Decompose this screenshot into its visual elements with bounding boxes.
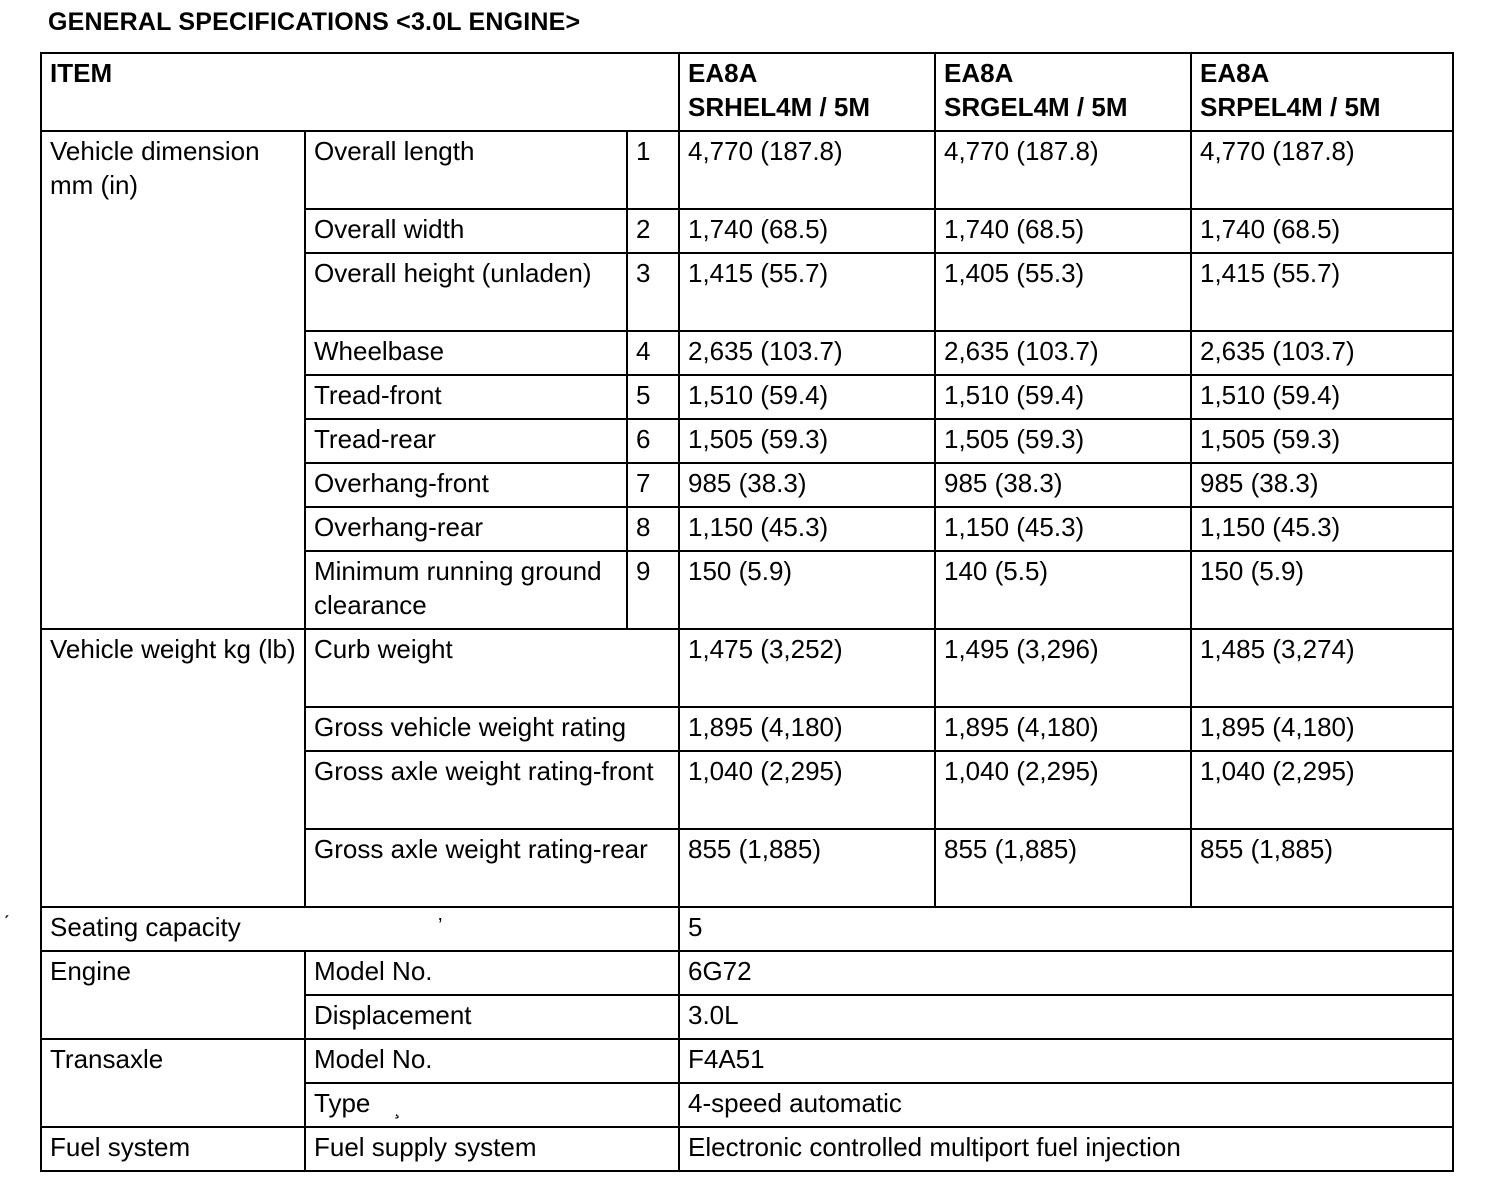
spec-value: 1,415 (55.7) — [679, 253, 935, 331]
scan-mark: ’ — [438, 915, 443, 937]
spec-name: Overall height (unladen) — [305, 253, 627, 331]
spec-value: 1,895 (4,180) — [679, 707, 935, 751]
spec-value: 1,040 (2,295) — [935, 751, 1191, 829]
table-row — [41, 951, 1453, 995]
spec-value: 855 (1,885) — [1191, 829, 1453, 907]
table-row — [41, 907, 1453, 951]
transaxle-model-label: Model No. — [305, 1039, 679, 1083]
table-row — [41, 1127, 1453, 1171]
spec-number: 3 — [627, 253, 679, 331]
model-2-line2: SRGEL4M / 5M — [944, 92, 1128, 122]
spec-value: 1,040 (2,295) — [1191, 751, 1453, 829]
spec-value: 150 (5.9) — [1191, 551, 1453, 629]
spec-value: 1,415 (55.7) — [1191, 253, 1453, 331]
spec-value: 2,635 (103.7) — [679, 331, 935, 375]
fuel-supply-label: Fuel supply system — [305, 1127, 679, 1171]
spec-name: Gross axle weight rating-front — [305, 751, 679, 829]
scan-mark: ˏ — [3, 897, 10, 919]
seating-value: 5 — [679, 907, 1453, 951]
model-1-line2: SRHEL4M / 5M — [688, 92, 871, 122]
table-row — [41, 131, 1453, 209]
fuel-supply-value: Electronic controlled multiport fuel injection — [679, 1127, 1453, 1171]
spec-value: 1,895 (4,180) — [1191, 707, 1453, 751]
transaxle-type-label: Type — [305, 1083, 679, 1127]
spec-value: 1,150 (45.3) — [679, 507, 935, 551]
spec-value: 1,150 (45.3) — [1191, 507, 1453, 551]
spec-value: 1,740 (68.5) — [679, 209, 935, 253]
spec-number: 2 — [627, 209, 679, 253]
spec-name: Gross vehicle weight rating — [305, 707, 679, 751]
spec-value: 1,740 (68.5) — [935, 209, 1191, 253]
engine-model-value: 6G72 — [679, 951, 1453, 995]
spec-name: Wheelbase — [305, 331, 627, 375]
spec-value: 1,475 (3,252) — [679, 629, 935, 707]
spec-value: 4,770 (187.8) — [935, 131, 1191, 209]
spec-value: 1,485 (3,274) — [1191, 629, 1453, 707]
model-header-3 — [1191, 53, 1453, 131]
spec-number: 1 — [627, 131, 679, 209]
spec-value: 1,510 (59.4) — [679, 375, 935, 419]
model-2-line1: EA8A — [944, 58, 1014, 88]
spec-value: 1,740 (68.5) — [1191, 209, 1453, 253]
engine-displacement-label: Displacement — [305, 995, 679, 1039]
seating-label: Seating capacity — [41, 907, 679, 951]
model-3-line1: EA8A — [1200, 58, 1270, 88]
transaxle-model-value: F4A51 — [679, 1039, 1453, 1083]
spec-table — [40, 52, 1454, 1172]
spec-number: 4 — [627, 331, 679, 375]
spec-value: 1,040 (2,295) — [679, 751, 935, 829]
weight-group-label: Vehicle weight kg (lb) — [41, 629, 305, 907]
spec-number: 6 — [627, 419, 679, 463]
spec-value: 1,405 (55.3) — [935, 253, 1191, 331]
spec-name: Overall length — [305, 131, 627, 209]
scan-mark: ¸ — [394, 1097, 401, 1119]
model-3-line2: SRPEL4M / 5M — [1200, 92, 1381, 122]
fuel-group-label: Fuel system — [41, 1127, 305, 1171]
dimension-group-label: Vehicle dimension mm (in) — [41, 131, 305, 629]
spec-name: Curb weight — [305, 629, 679, 707]
header-row — [41, 53, 1453, 131]
transaxle-group-label: Transaxle — [41, 1039, 305, 1127]
spec-number: 7 — [627, 463, 679, 507]
spec-value: 855 (1,885) — [935, 829, 1191, 907]
spec-value: 1,895 (4,180) — [935, 707, 1191, 751]
spec-name: Minimum running ground clearance — [305, 551, 627, 629]
spec-value: 4,770 (187.8) — [679, 131, 935, 209]
model-header-1 — [679, 53, 935, 131]
spec-value: 985 (38.3) — [679, 463, 935, 507]
spec-name: Overhang-rear — [305, 507, 627, 551]
spec-value: 1,505 (59.3) — [679, 419, 935, 463]
spec-value: 4,770 (187.8) — [1191, 131, 1453, 209]
model-header-2 — [935, 53, 1191, 131]
spec-value: 1,510 (59.4) — [1191, 375, 1453, 419]
spec-value: 1,505 (59.3) — [1191, 419, 1453, 463]
item-header: ITEM — [41, 53, 679, 131]
spec-value: 140 (5.5) — [935, 551, 1191, 629]
page-title: GENERAL SPECIFICATIONS <3.0L ENGINE> — [48, 8, 581, 36]
spec-value: 2,635 (103.7) — [935, 331, 1191, 375]
spec-number: 9 — [627, 551, 679, 629]
spec-value: 2,635 (103.7) — [1191, 331, 1453, 375]
spec-value: 1,150 (45.3) — [935, 507, 1191, 551]
spec-value: 150 (5.9) — [679, 551, 935, 629]
spec-value: 1,510 (59.4) — [935, 375, 1191, 419]
spec-name: Overhang-front — [305, 463, 627, 507]
model-1-line1: EA8A — [688, 58, 758, 88]
spec-name: Tread-rear — [305, 419, 627, 463]
transaxle-type-value: 4-speed automatic — [679, 1083, 1453, 1127]
spec-value: 985 (38.3) — [935, 463, 1191, 507]
spec-value: 855 (1,885) — [679, 829, 935, 907]
engine-displacement-value: 3.0L — [679, 995, 1453, 1039]
spec-value: 1,495 (3,296) — [935, 629, 1191, 707]
table-row — [41, 629, 1453, 707]
engine-group-label: Engine — [41, 951, 305, 1039]
spec-number: 8 — [627, 507, 679, 551]
spec-name: Gross axle weight rating-rear — [305, 829, 679, 907]
spec-name: Overall width — [305, 209, 627, 253]
engine-model-label: Model No. — [305, 951, 679, 995]
table-row — [41, 1039, 1453, 1083]
spec-value: 1,505 (59.3) — [935, 419, 1191, 463]
spec-name: Tread-front — [305, 375, 627, 419]
spec-number: 5 — [627, 375, 679, 419]
spec-value: 985 (38.3) — [1191, 463, 1453, 507]
